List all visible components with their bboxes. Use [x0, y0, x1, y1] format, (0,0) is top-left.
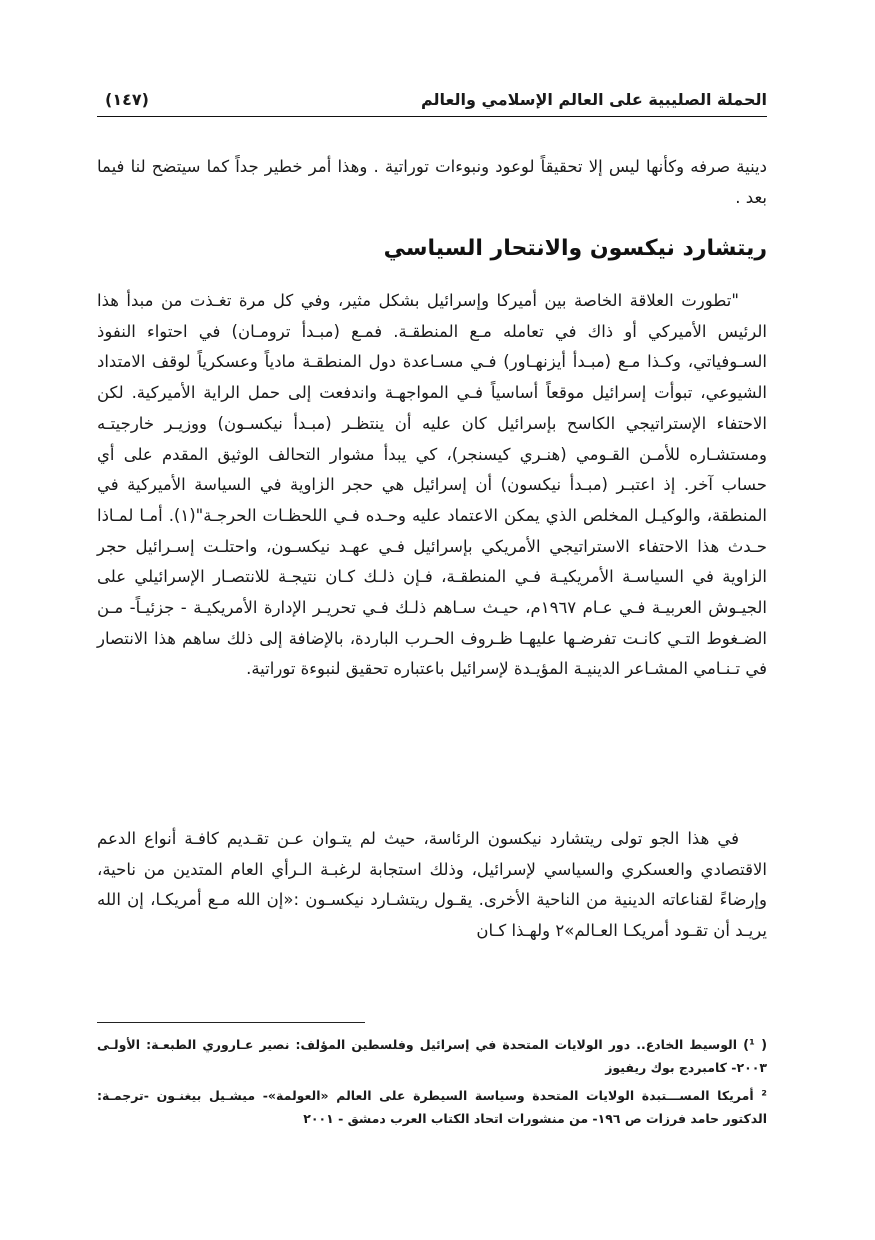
footnotes — [97, 1034, 767, 1136]
intro-paragraph-block — [97, 152, 767, 213]
body-paragraph-1: "تطورت العلاقة الخاصة بين أميركا وإسرائيل بشكل مثير، وفي كل مرة تغـذت من مبدأ هذا الرئيس الأميركي أو ذاك في تعامله مـع المنطقـة. فمـع (مبـدأ ترومـان) في احتواء النفوذ السـوفياتي، وكـذا مـع (مبـدأ أيزنهـاور) فـي مسـاعدة دول المنطقـة مادياً وعسكرياً لوقف الامتداد الشيوعي، تبوأت إسرائيل موقعاً أساسياً فـي المواجهـة واندفعت إلى حمل الراية الأميركية. لكن الاحتفاء الإستراتيجي الكاسح بإسرائيل كان عليه أن ينتظـر (مبـدأ نيكسـون) ووزيـر خارجيتـه ومستشـاره للأمـن القـومي (هنـري كيسنجر)، كي يبدأ مشوار التحالف الوثيق المقدم على أي حساب آخر. إذ اعتبـر (مبـدأ نيكسون) أن إسرائيل هي حجر الزاوية في السياسة الأميركية في المنطقة، والوكيـل المخلص الذي يمكن الاعتماد عليه وحـده فـي اللحظـات الحرجـة"(١). أمـا لمـاذا حـدث هذا الاحتفاء الاستراتيجي الأمريكي بإسرائيل فـي عهـد نيكسـون، واحتلـت إسـرائيل حجر الزاوية في السياسـة الأمريكيـة فـي المنطقـة، فـإن ذلـك كـان نتيجـة للانتصـار الإسرائيلي على الجيـوش العربيـة فـي عـام ١٩٦٧م، حيـث سـاهم ذلـك فـي تحريـر الإدارة الأمريكيـة - جزئيـاً- مـن الضـغوط التـي كانـت تفرضـها عليهـا ظـروف الحـرب الباردة، بالإضافة إلى ذلك ساهم هذا الانتصار في تـنـامي المشـاعر الدينيـة المؤيـدة لإسرائيل باعتباره تحقيق لنبوءة توراتية. — [97, 291, 767, 679]
running-header-title: الحملة الصليبية على العالم الإسلامي والعالم — [420, 90, 767, 109]
paragraph-block-1 — [97, 286, 767, 685]
intro-paragraph: دينية صرفه وكأنها ليس إلا تحقيقاً لوعود ونبوءات توراتية . وهذا أمر خطير جداً كما سيتضح لنا فيما بعد . — [97, 157, 767, 207]
footnote-2 — [97, 1085, 767, 1130]
footnote-divider — [97, 1022, 365, 1023]
paragraph-block-2 — [97, 824, 767, 947]
running-header — [97, 88, 767, 117]
page-number: (١٤٧) — [105, 90, 149, 109]
body-paragraph-2: في هذا الجو تولى ريتشارد نيكسون الرئاسة، حيث لم يتـوان عـن تقـديم كافـة أنواع الدعم الاقتصادي والعسكري والسياسي لإسرائيل، وذلك استجابة لرغبـة الـرأي العام المتدين من ناحية، وإرضاءً لقناعاته الدينية من الناحية الأخرى. يقـول ريتشـارد نيكسـون :«إن الله مـع أمريكـا، إن الله يريـد أن تقـود أمريكـا العـالم»٢ ولهـذا كـان — [97, 829, 767, 941]
footnote-text: الوسيط الخادع.. دور الولايات المتحدة في إسرائيل وفلسطين المؤلف: نصير عـاروري الطبعـة: الأولـى ٢٠٠٣- كامبردج بوك ريفيوز — [97, 1037, 767, 1075]
footnote-marker: ² — [761, 1089, 767, 1104]
section-heading: ريتشارد نيكسون والانتحار السياسي — [383, 236, 767, 261]
footnote-marker: ( ¹) — [743, 1038, 768, 1053]
footnote-text: أمريكا المســـتبدة الولايات المتحدة وسياسة السيطرة على العالم «العولمة»- ميشـيل بيغنـون -ترجمـة: الدكتور حامد فرزات ص ١٩٦- من منشورات اتحاد الكتاب العرب دمشق - ٢٠٠١ — [97, 1088, 767, 1126]
footnote-1 — [97, 1034, 767, 1079]
